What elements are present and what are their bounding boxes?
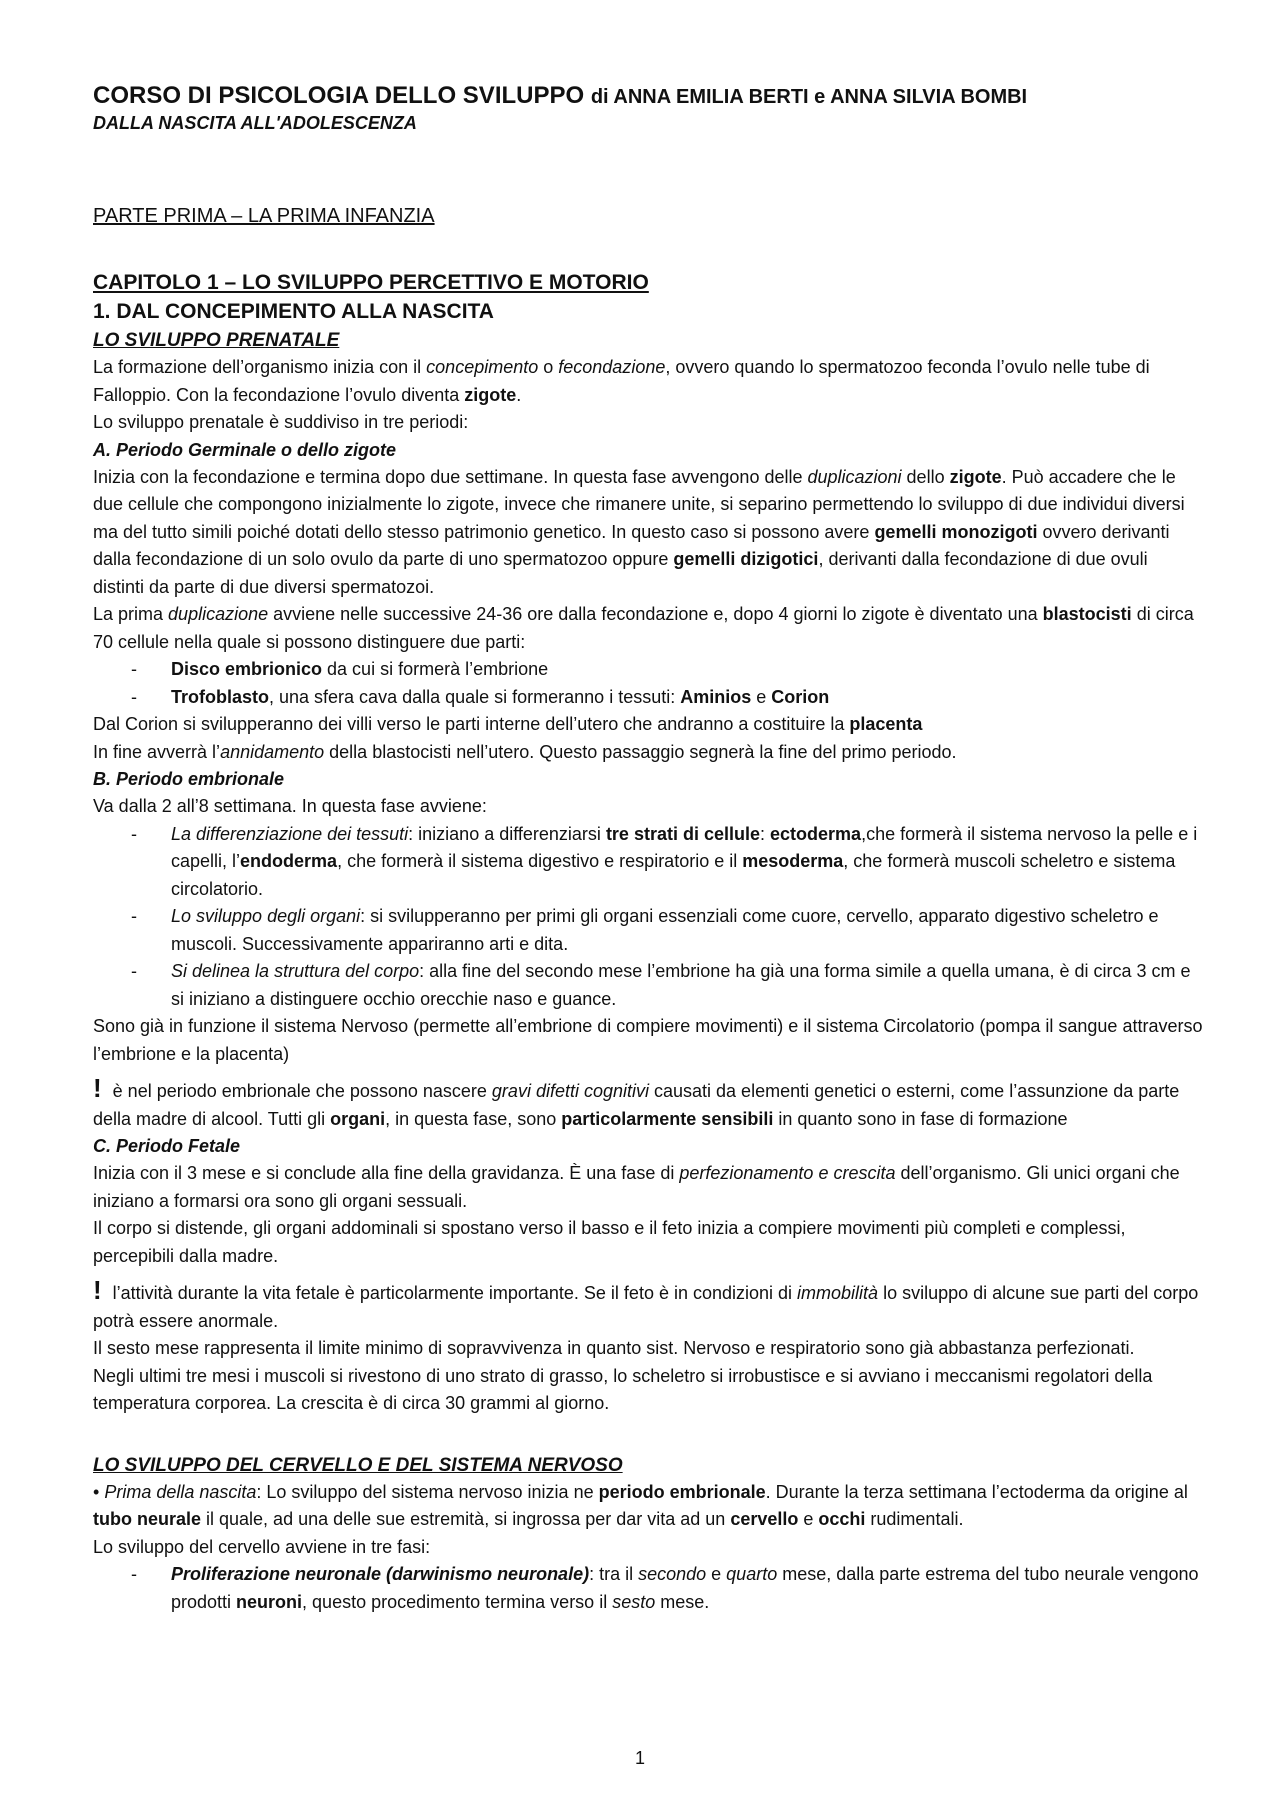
corion-paragraph: Dal Corion si svilupperanno dei villi verso le parti interne dell’utero che andranno a costituire la placenta: [93, 714, 923, 734]
brain-paragraph-1: • Prima della nascita: Lo sviluppo del sistema nervoso inizia ne periodo embrionale. Durante la terza settimana l’ectoderma da origine al tubo neurale il quale, ad una delle sue estremità, si ingrossa per dar vita ad un cervello e occhi rudimentali.: [93, 1481, 1188, 1529]
exclamation-icon: !: [93, 1073, 102, 1103]
systems-paragraph: Sono già in funzione il sistema Nervoso (permette all’embrione di compiere movimenti) e il sistema Circolatorio (pompa il sangue attraverso l’embrione e la placenta): [93, 1016, 1203, 1064]
brain-phases-list: [93, 1561, 1203, 1616]
list-item: - Trofoblasto, una sfera cava dalla quale si formeranno i tessuti: Aminios e Corion: [93, 684, 1203, 712]
embryonic-warning: ! è nel periodo embrionale che possono nascere gravi difetti cognitivi causati da elementi genetici o esterni, come l’assunzione da parte della madre di alcool. Tutti gli organi, in questa fase, sono particolarmente sensibili in quanto sono in fase di formazione: [93, 1073, 1180, 1129]
title-authors: di ANNA EMILIA BERTI e ANNA SILVIA BOMBI: [590, 86, 1028, 108]
document-subtitle: DALLA NASCITA ALL'ADOLESCENZA: [93, 113, 417, 133]
brain-paragraph-2: Lo sviluppo del cervello avviene in tre fasi:: [93, 1536, 431, 1557]
exclamation-icon: !: [93, 1275, 102, 1305]
part-title: PARTE PRIMA – LA PRIMA INFANZIA: [93, 205, 435, 227]
list-item: - La differenziazione dei tessuti: iniziano a differenziarsi tre strati di cellule: ectoderma,che formerà il sistema nervoso la pelle e i capelli, l’endoderma, che formerà il sistema digestivo e respiratorio e il mesoderma, che formerà muscoli scheletro e sistema circolatorio.: [93, 821, 1203, 904]
embryonic-heading: B. Periodo embrionale: [93, 769, 285, 789]
germinal-heading: A. Periodo Germinale o dello zigote: [93, 439, 397, 460]
fetal-warning: ! l’attività durante la vita fetale è particolarmente importante. Se il feto è in condizioni di immobilità lo sviluppo di alcune sue parti del corpo potrà essere anormale.: [93, 1275, 1199, 1331]
fetal-paragraph-1: Inizia con il 3 mese e si conclude alla fine della gravidanza. È una fase di perfezionamento e crescita dell’organismo. Gli unici organi che iniziano a formarsi ora sono gli organi sessuali.: [93, 1163, 1180, 1211]
document-title: [93, 82, 1203, 111]
annidamento-paragraph: In fine avverrà l’annidamento della blastocisti nell’utero. Questo passaggio segnerà la fine del primo periodo.: [93, 741, 957, 762]
chapter-title: CAPITOLO 1 – LO SVILUPPO PERCETTIVO E MOTORIO: [93, 271, 649, 294]
page-number: 1: [634, 1748, 645, 1768]
duplication-paragraph: La prima duplicazione avviene nelle successive 24-36 ore dalla fecondazione e, dopo 4 giorni lo zigote è diventato una blastocisti di circa 70 cellule nella quale si possono distinguere due parti:: [93, 604, 1194, 652]
list-item: - Lo sviluppo degli organi: si svilupperanno per primi gli organi essenziali come cuore, cervello, apparato digestivo scheletro e muscoli. Successivamente appariranno arti e dita.: [93, 903, 1203, 958]
list-item: - Disco embrionico da cui si formerà l’embrione: [93, 656, 1203, 684]
list-item: - Si delinea la struttura del corpo: alla fine del secondo mese l’embrione ha già una forma simile a quella umana, è di circa 3 cm e si iniziano a distinguere occhio orecchie naso e guance.: [93, 958, 1203, 1013]
list-item: - Proliferazione neuronale (darwinismo neuronale): tra il secondo e quarto mese, dalla parte estrema del tubo neurale vengono prodotti neuroni, questo procedimento termina verso il sesto mese.: [93, 1561, 1203, 1616]
germinal-paragraph: Inizia con la fecondazione e termina dopo due settimane. In questa fase avvengono delle duplicazioni dello zigote. Può accadere che le due cellule che compongono inizialmente lo zigote, invece che rimanere unite, si separino permettendo lo sviluppo di due individui diversi ma del tutto simili poiché dotati dello stesso patrimonio genetico. In questo caso si possono avere gemelli monozigoti ovvero derivanti dalla fecondazione di un solo ovulo da parte di uno spermatozoo oppure gemelli dizigotici, derivanti dalla fecondazione di due ovuli distinti da parte di due diversi spermatozoi.: [93, 466, 1185, 597]
title-main: CORSO DI PSICOLOGIA DELLO SVILUPPO: [93, 82, 585, 109]
periods-intro: Lo sviluppo prenatale è suddiviso in tre periodi:: [93, 412, 469, 432]
subsection-heading: LO SVILUPPO PRENATALE: [93, 330, 340, 351]
fetal-heading: C. Periodo Fetale: [93, 1136, 241, 1156]
embryonic-intro: Va dalla 2 all’8 settimana. In questa fase avviene:: [93, 796, 487, 816]
page-content: [93, 82, 1203, 1616]
intro-paragraph: La formazione dell’organismo inizia con il concepimento o fecondazione, ovvero quando lo spermatozoo feconda l’ovulo nelle tube di Falloppio. Con la fecondazione l’ovulo diventa zigote.: [93, 357, 1150, 405]
embryonic-list: [93, 821, 1203, 1014]
section-heading: 1. DAL CONCEPIMENTO ALLA NASCITA: [93, 300, 494, 323]
fetal-paragraph-3: Il sesto mese rappresenta il limite minimo di sopravvivenza in quanto sist. Nervoso e respiratorio sono già abbastanza perfezionati.: [93, 1338, 1135, 1358]
blastocyst-parts-list: [93, 656, 1203, 711]
fetal-paragraph-4: Negli ultimi tre mesi i muscoli si rivestono di uno strato di grasso, lo scheletro si irrobustisce e si avviano i meccanismi regolatori della temperatura corporea. La crescita è di circa 30 grammi al giorno.: [93, 1365, 1153, 1413]
bullet-icon: •: [93, 1481, 100, 1502]
fetal-paragraph-2: Il corpo si distende, gli organi addominali si spostano verso il basso e il feto inizia a compiere movimenti più completi e complessi, percepibili dalla madre.: [93, 1218, 1126, 1266]
brain-section-heading: LO SVILUPPO DEL CERVELLO E DEL SISTEMA NERVOSO: [93, 1454, 623, 1476]
